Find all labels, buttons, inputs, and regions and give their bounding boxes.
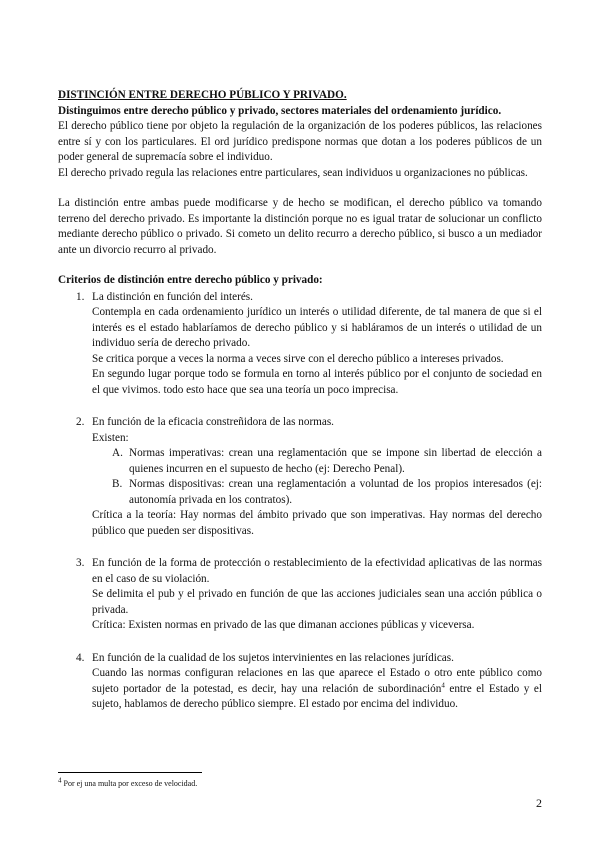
intro-paragraph: El derecho público tiene por objeto la regulación de la organización de los poderes públicos, las relaciones entre sí y con los particulares. El ord jurídico predispone normas que dotan a los poderes públicos de un poder general de supremacía sobre el individuo. — [58, 120, 542, 163]
criterion-paragraph — [92, 666, 542, 713]
list-number: 3. — [76, 557, 85, 569]
paragraph-text: entre el Estado y el sujeto, hablamos de derecho público siempre. El estado por encima del individuo. — [92, 682, 542, 710]
criterion-paragraph: Crítica: Existen normas en privado de las que dimanan acciones públicas y viceversa. — [92, 619, 475, 631]
criterion-title: En función de la forma de protección o restablecimiento de la efectividad aplicativas de las normas en el caso de su violación. — [92, 557, 542, 585]
sub-item-text: Normas imperativas: crean una reglamentación que se impone sin libertad de elección a quienes incurren en el supuesto de hecho (ej: Derecho Penal). — [129, 447, 542, 475]
criterion-paragraph: Contempla en cada ordenamiento jurídico un interés o utilidad diferente, de tal manera de que si el interés es el estado hablaríamos de derecho público y si habláramos de un interés o utilidad de un individuo sería de derecho privado. — [92, 306, 542, 349]
document-body — [58, 88, 542, 713]
list-number: 1. — [76, 290, 85, 303]
sub-item-letter: A. — [112, 447, 123, 459]
subtitle: Distinguimos entre derecho público y privado, sectores materiales del ordenamiento jurídico. — [58, 104, 502, 117]
criteria-heading: Criterios de distinción entre derecho público y privado: — [58, 274, 323, 286]
sub-item-b — [92, 477, 542, 508]
criterion-paragraph: En segundo lugar porque todo se formula en torno al interés público por el conjunto de sociedad en el que vivimos. todo esto hace que sea una teoría un poco imprecisa. — [92, 368, 542, 396]
list-number: 2. — [76, 416, 85, 428]
footnote-reference[interactable]: 4 — [441, 680, 445, 689]
criterion-paragraph: Se delimita el pub y el privado en función de que las acciones judiciales sean una acción pública o privada. — [92, 588, 542, 616]
criterion-paragraph: Se critica porque a veces la norma a veces sirve con el derecho público a intereses privados. — [92, 352, 504, 365]
criterion-critique: Crítica a la teoría: Hay normas del ámbito privado que son imperativas. Hay normas del derecho público que pueden ser dispositivas. — [92, 509, 542, 537]
footnote-mark: 4 — [58, 776, 62, 785]
criterion-3 — [58, 556, 542, 634]
criterion-4 — [58, 651, 542, 713]
footnote-divider — [58, 772, 202, 773]
intro-paragraph: El derecho privado regula las relaciones entre particulares, sean individuos u organizaciones no públicas. — [58, 166, 528, 179]
sub-item-a — [92, 446, 542, 477]
criterion-2 — [58, 415, 542, 539]
sub-item-text: Normas dispositivas: crean una reglamentación a voluntad de los propios interesados (ej: autonomía privada en los contratos). — [129, 478, 542, 506]
page-title: DISTINCIÓN ENTRE DERECHO PÚBLICO Y PRIVADO. — [58, 89, 347, 101]
distinction-paragraph: La distinción entre ambas puede modificarse y de hecho se modifican, el derecho público va tomando terreno del derecho privado. Es importante la distinción porque no es igual tratar de solucionar un conflicto mediante derecho público o privado. Si cometo un delito recurro a derecho público, si busco a un mediador ante un divorcio recurro al privado. — [58, 197, 542, 256]
criterion-1 — [58, 290, 542, 399]
footnote — [58, 776, 198, 789]
criterion-title: En función de la eficacia constreñidora de las normas. — [92, 416, 334, 428]
paragraph-text: Cuando las normas configuran relaciones en las que aparece el Estado o otro ente público como sujeto portador de la potestad, es decir, hay una relación de subordinación — [92, 667, 542, 695]
criterion-exist-label: Existen: — [92, 431, 129, 444]
page-number: 2 — [536, 796, 542, 810]
footnote-text: Por ej una multa por exceso de velocidad. — [61, 779, 198, 788]
sub-item-letter: B. — [112, 478, 123, 490]
criterion-title: La distinción en función del interés. — [92, 290, 253, 303]
criterion-title: En función de la cualidad de los sujetos intervinientes en las relaciones jurídicas. — [92, 651, 454, 664]
list-number: 4. — [76, 651, 85, 664]
